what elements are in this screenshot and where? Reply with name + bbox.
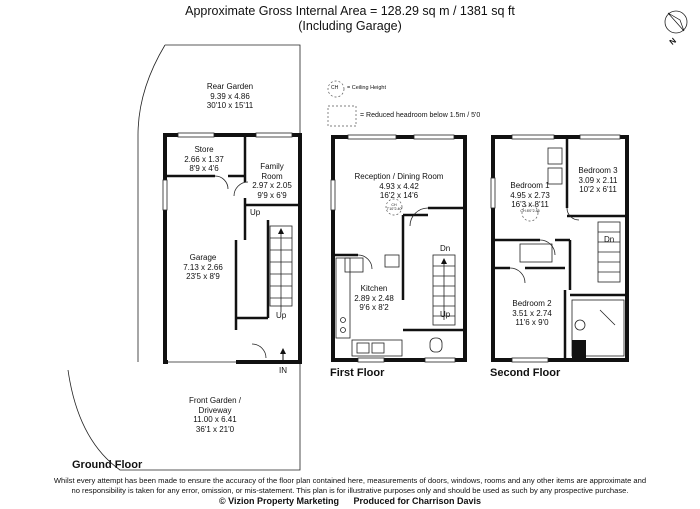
room-metric: 2.66 x 1.37	[184, 154, 224, 164]
second-floor-label: Second Floor	[490, 367, 561, 379]
stairs-up-label-1: Up	[250, 208, 261, 217]
room-name: Family	[260, 162, 284, 171]
room-name: Bedroom 3	[578, 166, 618, 175]
room-imperial: 36'1 x 21'0	[195, 424, 235, 434]
room-name: Front Garden /	[188, 396, 242, 405]
room-metric: 7.13 x 2.66	[183, 262, 223, 272]
room-imperial: 10'2 x 6'11	[579, 185, 617, 194]
copyright-text: © Vizion Property Marketing	[218, 496, 339, 506]
room-name: Store	[194, 145, 214, 154]
room-imperial: 11'6 x 9'0	[515, 318, 549, 327]
disclaimer	[10, 476, 690, 495]
room-name-line2: Room	[261, 171, 283, 181]
stairs-down-label: Dn	[604, 235, 615, 244]
stairs-down-label: Dn	[440, 244, 451, 253]
room-metric: 3.51 x 2.74	[512, 308, 552, 318]
room-family	[245, 162, 299, 200]
ground-floor-label: Ground Floor	[72, 459, 143, 471]
reduced-headroom-icon	[328, 106, 356, 126]
page-title	[0, 4, 700, 34]
room-garage	[170, 253, 236, 282]
room-metric: 4.95 x 2.73	[510, 190, 550, 200]
room-name: Bedroom 2	[512, 299, 552, 308]
room-name: Rear Garden	[206, 82, 254, 91]
room-metric: 2.97 x 2.05	[252, 181, 292, 190]
room-reception	[340, 172, 458, 201]
disclaimer-line-1: Whilst every attempt has been made to ensure the accuracy of the floor plan contained here, measurements of doors, windows, rooms and any other items are approximate and	[53, 476, 647, 485]
room-imperial: 16'2 x 14'6	[379, 191, 419, 200]
credits	[0, 496, 700, 506]
ceiling-symbol-text: CH	[331, 85, 339, 91]
ceiling-height-legend: = Ceiling Height	[347, 85, 386, 91]
room-imperial: 8'9 x 4'6	[189, 164, 219, 173]
produced-for-text: Produced for Charrison Davis	[353, 496, 482, 506]
room-name: Bedroom 1	[510, 181, 550, 190]
room-metric: 4.93 x 4.42	[379, 181, 419, 191]
room-name-line2: Driveway	[198, 405, 232, 415]
room-imperial: 9'9 x 6'9	[257, 190, 287, 200]
reduced-headroom-legend: = Reduced headroom below 1.5m / 5'0	[360, 112, 481, 119]
room-bedroom-3	[570, 166, 626, 195]
bedroom1-ceiling-height: CH 8'0"2.45	[520, 209, 540, 213]
room-rear-garden	[190, 82, 270, 111]
room-imperial: 16'3 x 8'11	[511, 200, 549, 209]
first-floor-label: First Floor	[330, 367, 385, 379]
gross-area-heading: Approximate Gross Internal Area = 128.29 sq m / 1381 sq ft	[185, 4, 515, 18]
room-name: Garage	[189, 253, 217, 262]
room-imperial: 9'6 x 8'2	[359, 303, 389, 312]
stairs-up-label: Up	[440, 310, 451, 319]
entrance-label: IN	[279, 366, 287, 375]
room-imperial: 30'10 x 15'11	[206, 101, 254, 110]
room-metric: 3.09 x 2.11	[578, 175, 618, 185]
reception-ceiling-height: CH 7'10"2.40	[386, 203, 402, 211]
garage-note: (Including Garage)	[298, 19, 402, 33]
room-metric: 2.89 x 2.48	[354, 293, 394, 303]
stairs-up-label-2: Up	[276, 311, 287, 320]
room-imperial: 23'5 x 8'9	[186, 272, 220, 281]
room-name: Kitchen	[360, 284, 388, 293]
disclaimer-line-2: no responsibility is taken for any error, omission, or mis-statement. This plan is for illustrative purposes only and should be used as such by any prospective purchase.	[71, 485, 629, 495]
room-name: Reception / Dining Room	[354, 172, 444, 181]
compass-north-label: N	[667, 36, 678, 47]
room-front-garden	[170, 396, 260, 434]
room-metric: 11.00 x 6.41	[193, 415, 237, 424]
room-store	[166, 145, 242, 174]
room-bedroom-1	[500, 181, 560, 210]
room-kitchen	[346, 284, 402, 313]
room-metric: 9.39 x 4.86	[210, 91, 250, 101]
room-bedroom-2	[502, 299, 562, 328]
